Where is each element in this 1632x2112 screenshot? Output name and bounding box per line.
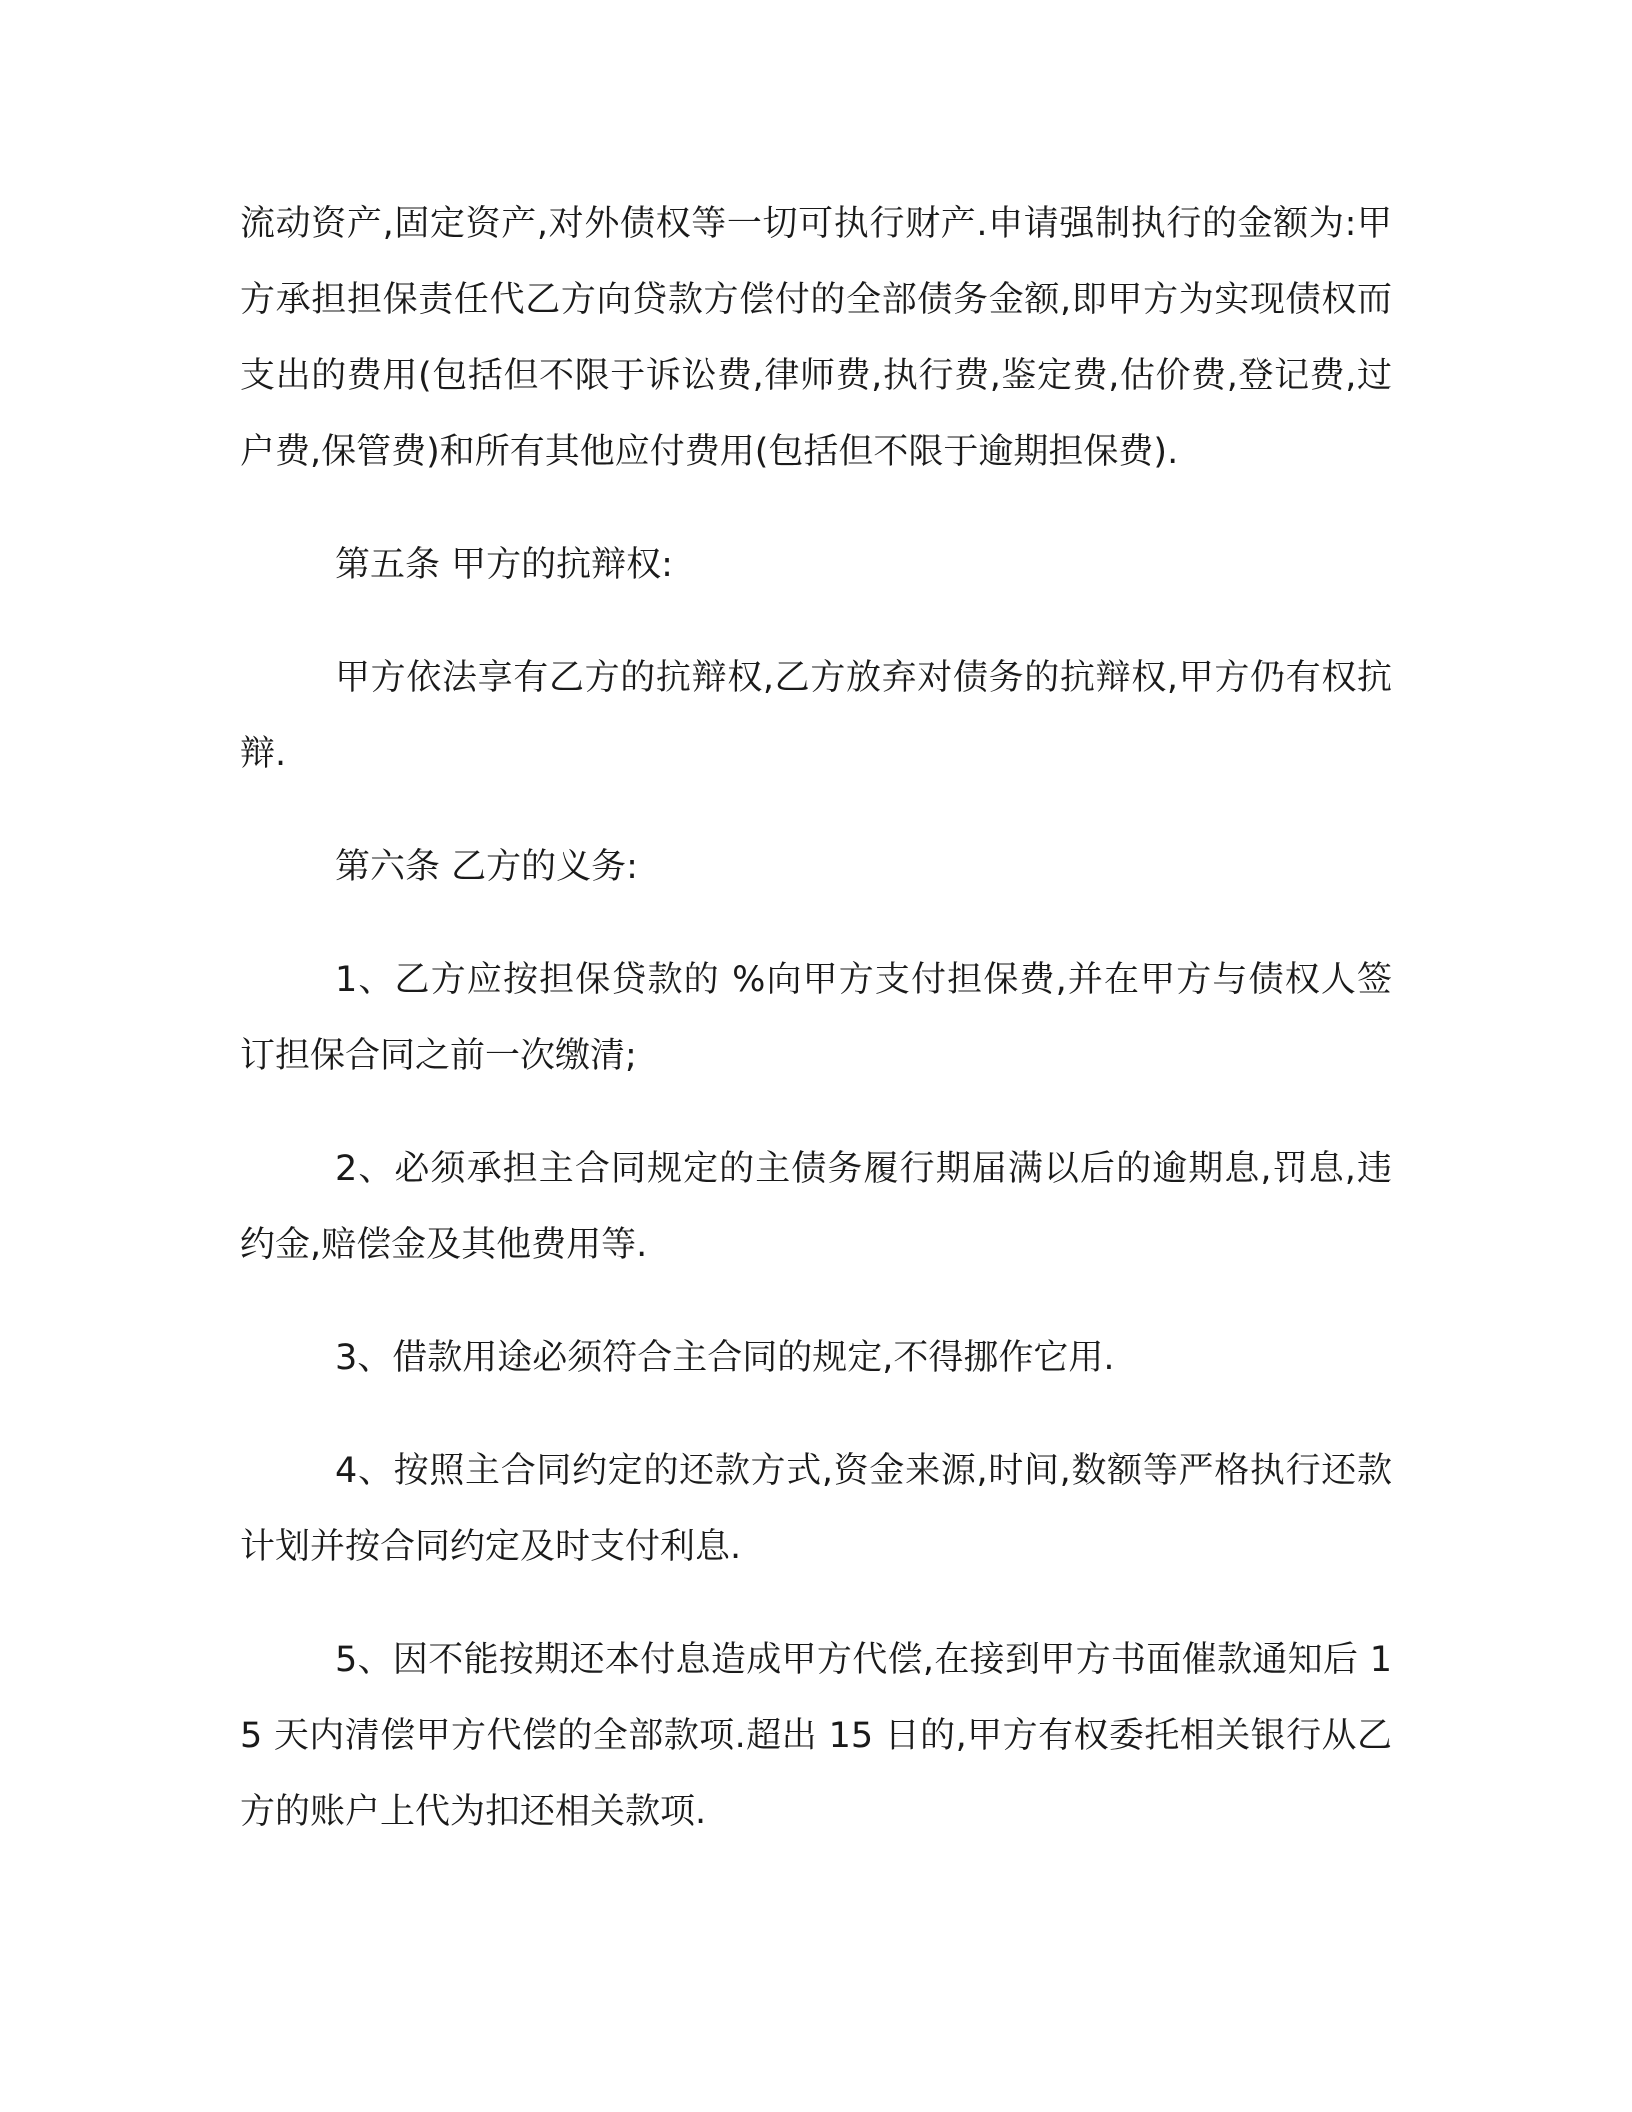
list-item-obligation-5: 5、因不能按期还本付息造成甲方代偿,在接到甲方书面催款通知后 15 天内清偿甲方代偿的全部款项.超出 15 日的,甲方有权委托相关银行从乙方的账户上代为扣还相关款项. <box>240 1640 1392 1832</box>
list-item-obligation-4: 4、按照主合同约定的还款方式,资金来源,时间,数额等严格执行还款计划并按合同约定及时支付利息. <box>240 1451 1392 1567</box>
paragraph-enforceable-assets: 流动资产,固定资产,对外债权等一切可执行财产.申请强制执行的金额为:甲方承担担保责任代乙方向贷款方偿付的全部债务金额,即甲方为实现债权而支出的费用(包括但不限于诉讼费,律师费,执行费,鉴定费,估价费,登记费,过户费,保管费)和所有其他应付费用(包括但不限于逾期担保费). <box>240 204 1392 472</box>
list-item-obligation-3: 3、借款用途必须符合主合同的规定,不得挪作它用. <box>335 1338 1115 1378</box>
list-item-obligation-2: 2、必须承担主合同规定的主债务履行期届满以后的逾期息,罚息,违约金,赔偿金及其他费用等. <box>240 1149 1392 1265</box>
heading-article-6: 第六条 乙方的义务: <box>335 847 638 887</box>
heading-article-5: 第五条 甲方的抗辩权: <box>335 545 673 585</box>
document-body <box>240 186 1392 1887</box>
paragraph-defense-right: 甲方依法享有乙方的抗辩权,乙方放弃对债务的抗辩权,甲方仍有权抗辩. <box>240 658 1392 774</box>
list-item-obligation-1: 1、乙方应按担保贷款的 %向甲方支付担保费,并在甲方与债权人签订担保合同之前一次缴清; <box>240 960 1392 1076</box>
